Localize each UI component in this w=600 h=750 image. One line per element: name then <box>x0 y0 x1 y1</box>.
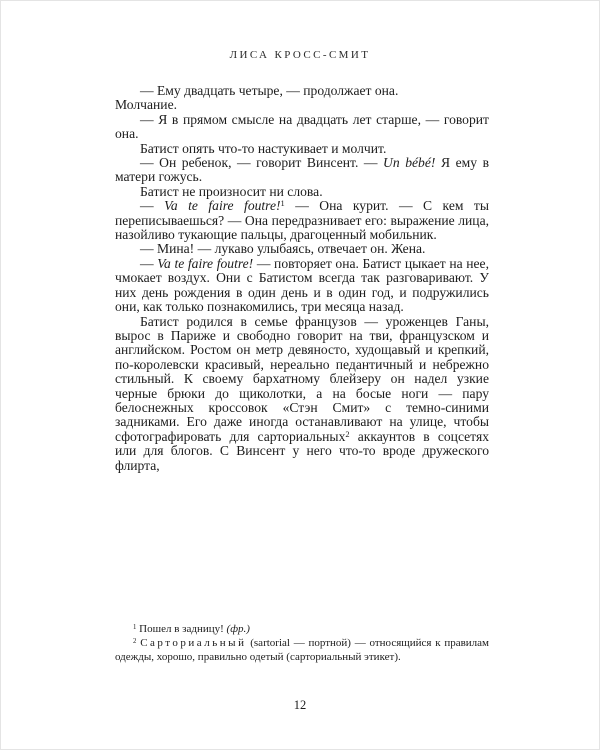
text-segment: Молчание. <box>115 97 178 113</box>
body-paragraph <box>115 242 489 256</box>
running-head-author: ЛИСА КРОСС-СМИТ <box>229 49 371 61</box>
text-segment: (фр.) <box>226 623 250 635</box>
text-segment: Батист опять что-то настукивает и молчит. <box>140 140 387 156</box>
footnotes <box>115 622 489 664</box>
text-segment: — Ему двадцать четыре, — продолжает она. <box>140 83 399 98</box>
text-segment: 2 <box>345 428 350 439</box>
text-segment: аккаунтов в соцсетях или для блогов. С Винсент у него что-то вроде дружеского флирта, <box>115 428 489 473</box>
text-segment: — Я в прямом смысле на двадцать лет старше, — говорит она. <box>115 111 489 142</box>
text-segment: Я ему в матери гожусь. <box>115 155 489 185</box>
body-paragraph <box>115 142 489 156</box>
body-paragraph <box>115 199 489 242</box>
text-segment: — <box>140 198 165 214</box>
body-paragraph <box>115 84 489 98</box>
text-segment: (sartorial — портной) — относящийся к правилам одежды, хорошо, правильно одетый (сарториальный этикет). <box>115 637 490 663</box>
text-segment: Пошел в задницу! <box>136 623 227 635</box>
body-paragraph <box>115 113 489 142</box>
body-text <box>115 84 489 473</box>
footnote <box>115 622 489 636</box>
text-segment: — Мина! — лукаво улыбаясь, отвечает он. Жена. <box>140 241 426 257</box>
body-paragraph <box>115 185 489 199</box>
text-segment: — <box>140 255 158 271</box>
body-paragraph <box>115 98 489 112</box>
text-segment: Батист не произносит ни слова. <box>140 183 323 199</box>
body-paragraph <box>115 257 489 315</box>
text-segment: Батист родился в семье французов — уроженцев Ганы, вырос в Париже и свободно говорит на тви, французском и английском. Ростом он метр девяносто, худощавый и крепкий, по-королевски красивый, нереально педантичный и небрежно стильный. К своему бархатному блейзеру он надел узкие черные брюки до щиколотки, а на босые ноги — пару белоснежных кроссовок «Стэн Смит» с темно-синими задниками. Его даже иногда останавливают на улице, чтобы сфотографировать для сарториальных <box>115 313 489 444</box>
text-segment: 1 <box>133 623 137 631</box>
text-segment: Сарториальный <box>140 637 247 649</box>
footnote <box>115 636 489 664</box>
text-segment: Va te faire foutre! <box>164 198 281 214</box>
text-segment: Va te faire foutre! <box>157 255 254 271</box>
text-segment: — Он ребенок, — говорит Винсент. — <box>140 155 384 171</box>
text-segment: — повторяет она. Батист цыкает на нее, чмокает воздух. Они с Батистом всегда так разговаривают. У них день рождения в один день и в один год, и подружились они, как только познакомились, три месяца назад. <box>115 255 489 315</box>
page-number: 12 <box>293 698 307 712</box>
text-segment: — Она курит. — С кем ты переписываешься? — Она передразнивает его: выражение лица, назойливо тукающие пальцы, драгоценный мобильник. <box>115 198 489 243</box>
body-paragraph <box>115 156 489 185</box>
text-segment: Un bébé! <box>383 155 436 171</box>
text-segment: 2 <box>133 637 137 645</box>
text-segment: 1 <box>280 198 285 209</box>
body-paragraph <box>115 315 489 473</box>
